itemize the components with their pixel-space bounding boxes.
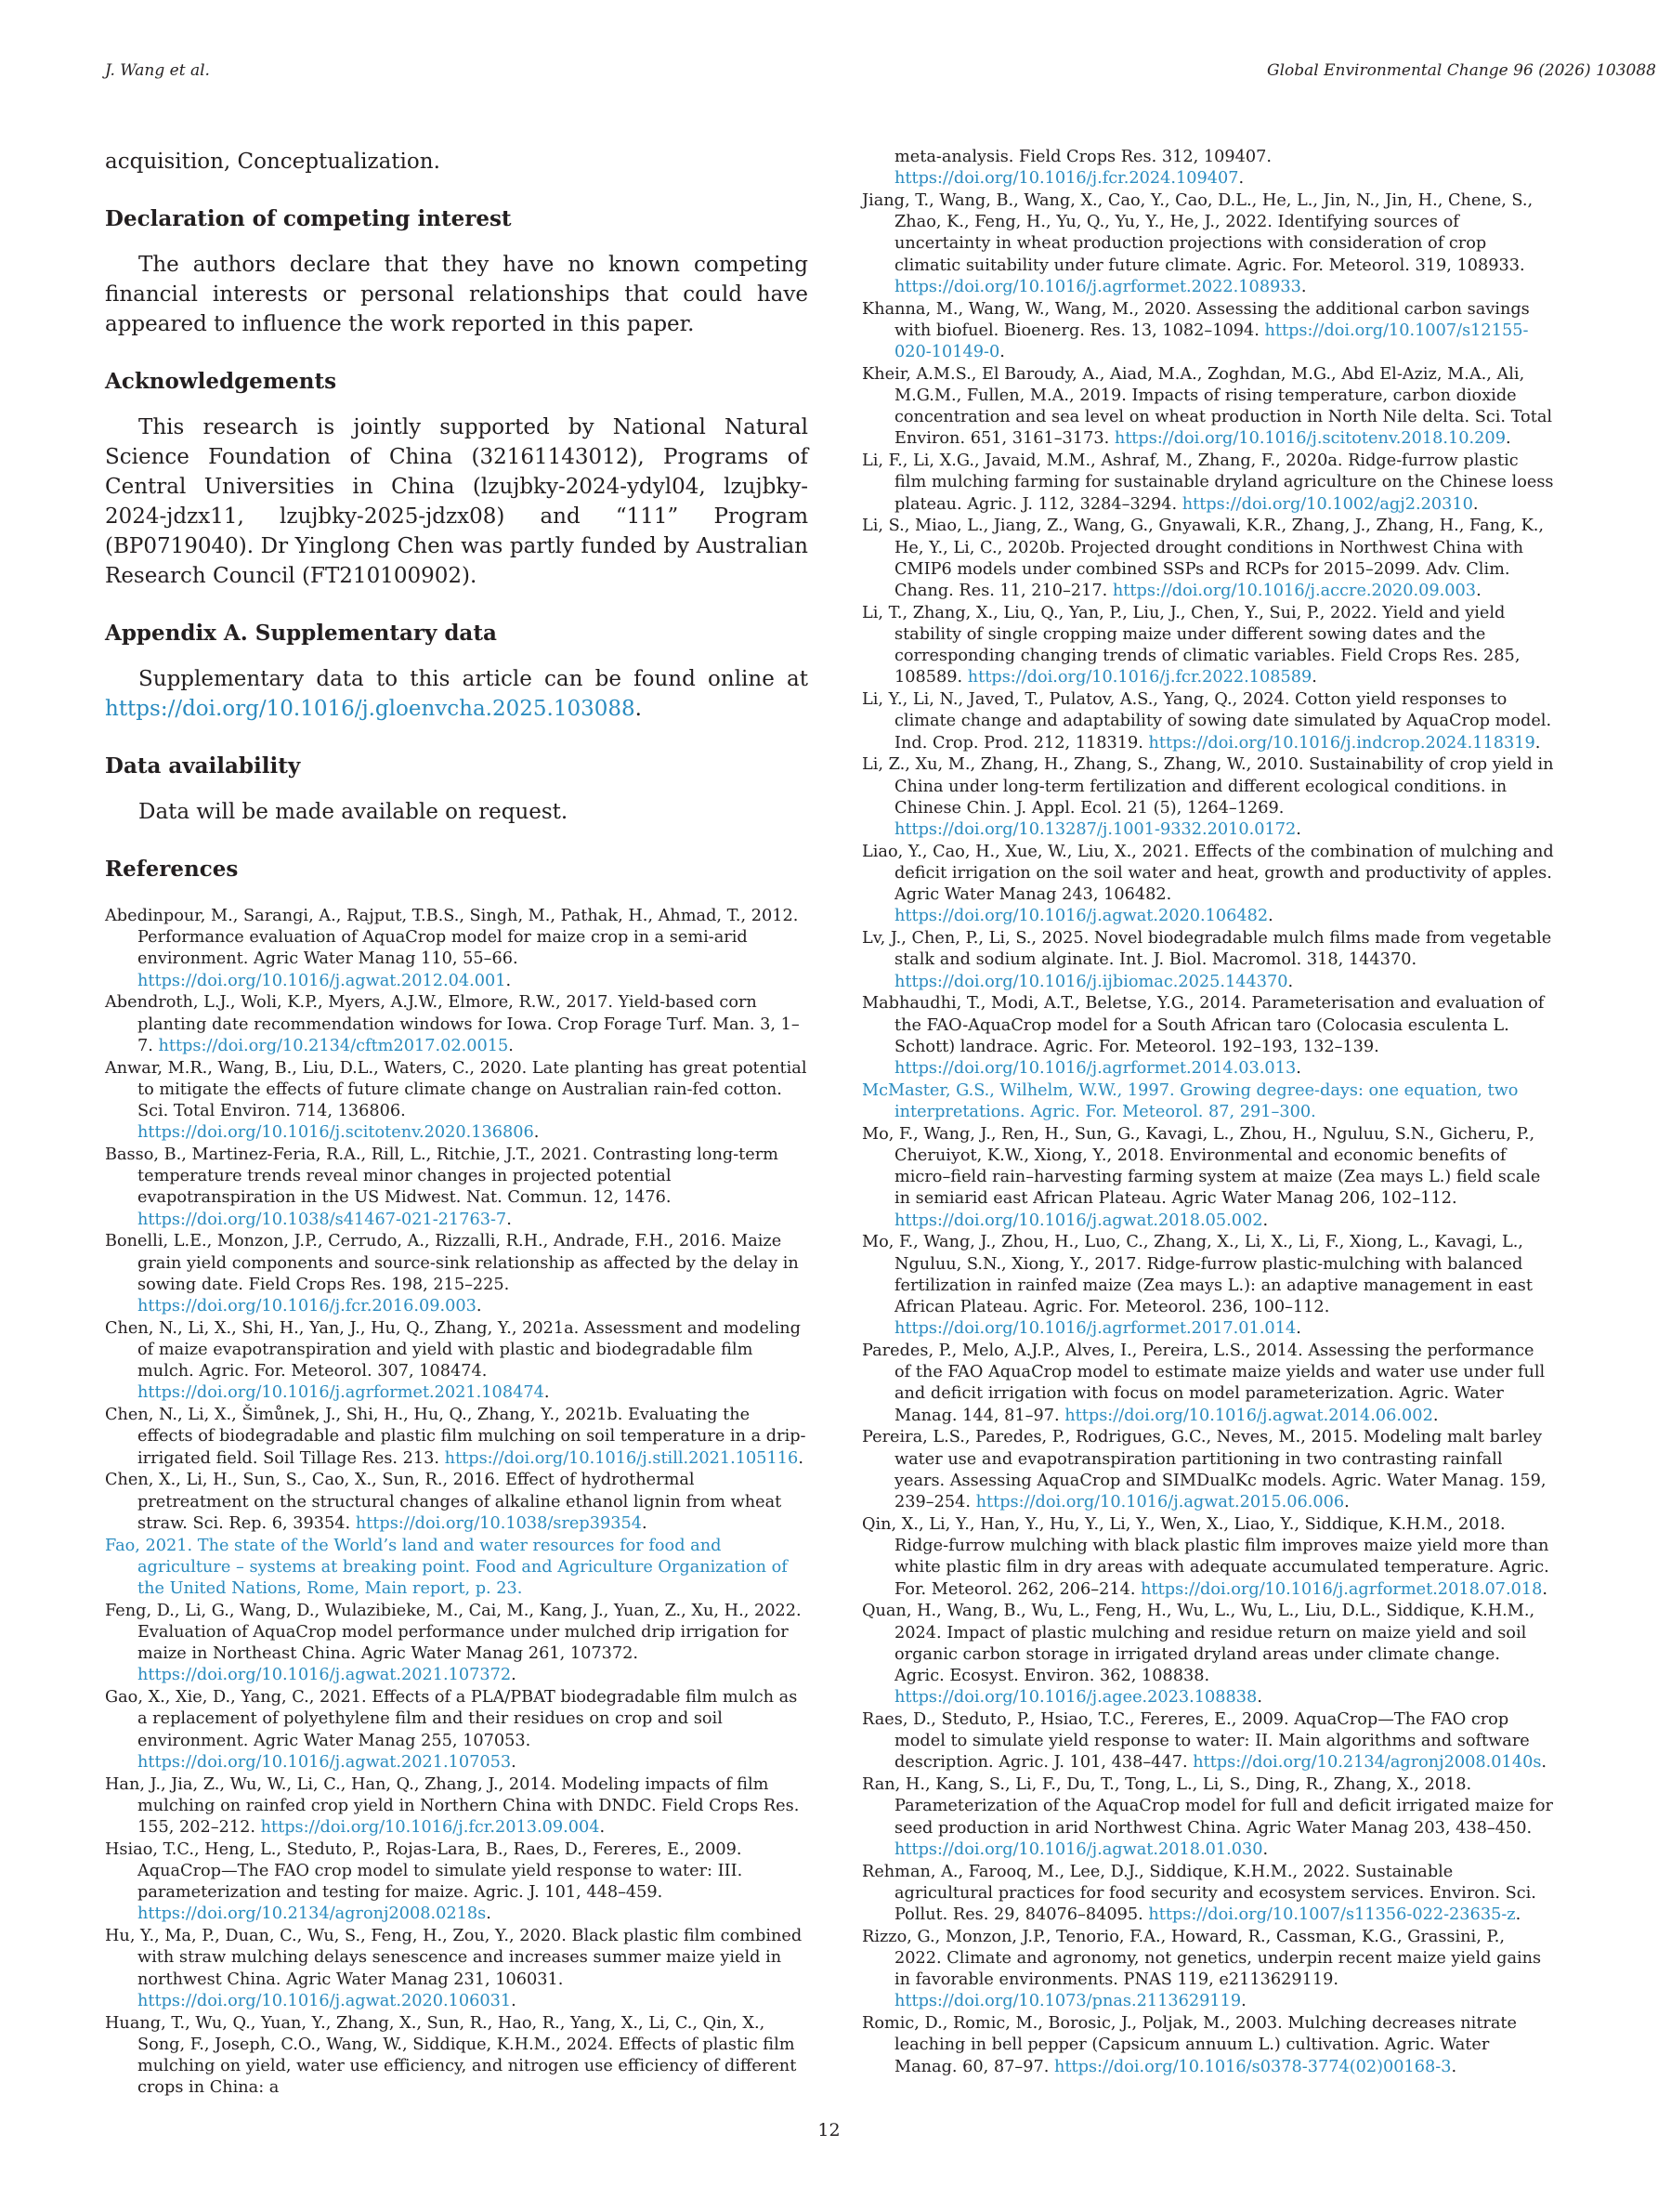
appendix-heading: Appendix A. Supplementary data <box>105 621 497 646</box>
reference-end: . <box>1476 582 1482 601</box>
reference-end: . <box>599 1818 606 1838</box>
reference-text: Jiang, T., Wang, B., Wang, X., Cao, Y., Cao, D.L., He, L., Jin, N., Jin, H., Chene, S., Zhao, K., Feng, H., Yu, Q., Yu, Y., He, J., 2022. Identifying sources of uncertainty in wheat production projections with consideration of crop climatic suitability under future climate. Agric. For. Meteorol. 319, 108933. <box>862 191 1534 275</box>
doi-link[interactable]: https://doi.org/10.1016/j.agwat.2014.06.002 <box>1064 1406 1433 1425</box>
doi-link[interactable]: https://doi.org/10.1016/j.agrformet.2022.108933 <box>894 277 1301 296</box>
reference-entry <box>105 1601 808 1687</box>
reference-text: Huang, T., Wu, Q., Yuan, Y., Zhang, X., Sun, R., Hao, R., Yang, X., Li, C., Qin, X., Song, F., Joseph, C.O., Wang, W., Siddique, K.H.M., 2024. Effects of plastic film mulching on yield, water use efficiency, and nitrogen use efficiency of different crops in China: a <box>105 2013 797 2098</box>
reference-text: Li, S., Miao, L., Jiang, Z., Wang, G., Gnyawali, K.R., Zhang, J., Zhang, H., Fang, K., He, Y., Li, C., 2020b. Projected drought conditions in Northwest China with CMIP6 models under combined SSPs and RCPs for 2015–2099. Adv. Clim. Chang. Res. 11, 210–217. <box>862 517 1545 601</box>
doi-link[interactable]: https://doi.org/10.1016/j.indcrop.2024.118319 <box>1148 733 1535 753</box>
reference-entry <box>862 1601 1554 1708</box>
reference-entry <box>105 1405 808 1470</box>
reference-entry <box>862 603 1554 689</box>
doi-link[interactable]: https://doi.org/10.1016/j.still.2021.105116 <box>444 1448 799 1468</box>
reference-text: Hsiao, T.C., Heng, L., Steduto, P., Rojas-Lara, B., Raes, D., Fereres, E., 2009. AquaCrop—The FAO crop model to simulate yield response to water: III. parameterization and testing for maize. Agric. J. 101, 448–459. <box>105 1839 743 1903</box>
reference-text: Liao, Y., Cao, H., Xue, W., Liu, X., 2021. Effects of the combination of mulching and deficit irrigation on the soil water and heat, growth and productivity of apples. Agric Water Manag 243, 106482. <box>862 842 1554 905</box>
reference-entry <box>105 992 808 1057</box>
doi-link[interactable]: https://doi.org/10.1016/j.fcr.2022.108589 <box>967 668 1312 687</box>
reference-end: . <box>505 971 512 990</box>
reference-end: . <box>1505 429 1511 449</box>
right-column <box>862 147 1554 2078</box>
reference-end: . <box>511 1666 516 1685</box>
reference-entry <box>862 754 1554 841</box>
competing-interest-heading: Declaration of competing interest <box>105 206 512 231</box>
reference-end: . <box>999 343 1005 362</box>
reference-end: . <box>1432 1406 1439 1425</box>
reference-end: . <box>1451 2057 1457 2076</box>
reference-end: . <box>1534 733 1541 753</box>
doi-link[interactable]: https://doi.org/10.1016/j.fcr.2024.109407 <box>894 169 1239 189</box>
reference-text: Rizzo, G., Monzon, J.P., Tenorio, F.A., Howard, R., Cassman, K.G., Grassini, P., 2022. Climate and agronomy, not genetics, underpin recent maize yield gains in favorable environments. PNAS 119, e2113629119. <box>862 1927 1542 1990</box>
doi-link[interactable]: https://doi.org/10.1016/j.agwat.2018.05.002 <box>894 1211 1263 1230</box>
reference-end: . <box>1262 1211 1269 1230</box>
reference-end: . <box>798 1448 803 1468</box>
reference-text: Khanna, M., Wang, W., Wang, M., 2020. Assessing the additional carbon savings with biofuel. Bioenerg. Res. 13, 1082–1094. <box>862 299 1530 340</box>
reference-text: Lv, J., Chen, P., Li, S., 2025. Novel biodegradable mulch films made from vegetable stalk and sodium alginate. Int. J. Biol. Macromol. 318, 144370. <box>862 929 1552 970</box>
reference-text: Kheir, A.M.S., El Baroudy, A., Aiad, M.A., Zoghdan, M.G., Abd El-Aziz, M.A., Ali, M.G.M., Fullen, M.A., 2019. Impacts of rising temperature, carbon dioxide concentration and sea level on wheat production in North Nile delta. Sci. Total Environ. 651, 3161–3173. <box>862 364 1553 449</box>
page-number: 12 <box>817 2120 841 2140</box>
doi-link[interactable]: https://doi.org/10.1016/j.ijbiomac.2025.144370 <box>894 972 1288 991</box>
reference-entry <box>105 1839 808 1926</box>
doi-link[interactable]: https://doi.org/10.1016/s0378-3774(02)00168-3 <box>1054 2057 1452 2076</box>
reference-end: . <box>476 1297 482 1316</box>
reference-entry <box>862 2013 1554 2078</box>
reference-text: Qin, X., Li, Y., Han, Y., Hu, Y., Li, Y., Wen, X., Liao, Y., Siddique, K.H.M., 2018. Ridge-furrow mulching with black plastic film improves maize yield more than white plastic film in dry areas with adequate accumulated temperature. Agric. For. Meteorol. 262, 206–214. <box>862 1514 1549 1599</box>
doi-link[interactable]: https://doi.org/10.1002/agj2.20310 <box>1181 494 1473 514</box>
reference-end: . <box>1238 169 1245 189</box>
reference-text: Hu, Y., Ma, P., Duan, C., Wu, S., Feng, H., Zou, Y., 2020. Black plastic film combined with straw mulching delays senescence and increases summer maize yield in northwest China. Agric Water Manag 231, 106031. <box>105 1927 803 1989</box>
reference-entry <box>105 1318 808 1405</box>
doi-link[interactable]: https://doi.org/10.1016/j.scitotenv.2020.136806 <box>137 1123 534 1143</box>
reference-entry <box>862 1709 1554 1774</box>
reference-entry <box>105 1470 808 1535</box>
reference-text: Paredes, P., Melo, A.J.P., Alves, I., Pereira, L.S., 2014. Assessing the performance of the FAO AquaCrop model to estimate maize yields and water use under full and deficit irrigation with focus on model parameterization. Agric. Water Manag. 144, 81–97. <box>862 1342 1546 1425</box>
reference-text: Anwar, M.R., Wang, B., Liu, D.L., Waters, C., 2020. Late planting has great potential to mitigate the effects of future climate change on Australian rain-fed cotton. Sci. Total Environ. 714, 136806. <box>105 1058 807 1121</box>
doi-link[interactable]: https://doi.org/10.1016/j.agrformet.2017.01.014 <box>894 1319 1297 1339</box>
doi-link[interactable]: https://doi.org/10.1016/j.agwat.2020.106482 <box>894 907 1269 926</box>
reference-text: Li, Z., Xu, M., Zhang, H., Zhang, S., Zhang, W., 2010. Sustainability of crop yield in China under long-term fertilization and different ecological conditions. in Chinese Chin. J. Appl. Ecol. 21 (5), 1264–1269. <box>862 755 1554 818</box>
reference-entry <box>862 190 1554 298</box>
reference-end: . <box>1296 1319 1301 1339</box>
reference-text: Chen, X., Li, H., Sun, S., Cao, X., Sun, R., 2016. Effect of hydrothermal pretreatment on the structural changes of alkaline ethanol lignin from wheat straw. Sci. Rep. 6, 39354. <box>105 1471 782 1533</box>
reference-entry <box>862 451 1554 516</box>
doi-link[interactable]: https://doi.org/10.1007/s12155-020-10149-0 <box>894 321 1529 362</box>
reference-entry <box>105 1058 808 1145</box>
doi-link[interactable]: https://doi.org/10.2134/agronj2008.0218s <box>137 1904 487 1924</box>
reference-entry <box>862 1927 1554 2013</box>
reference-text: Li, F., Li, X.G., Javaid, M.M., Ashraf, M., Zhang, F., 2020a. Ridge-furrow plastic film mulching farming for sustainable dryland agriculture on the Chinese loess plateau. Agric. J. 112, 3284–3294. <box>862 452 1554 514</box>
reference-entry <box>105 1231 808 1317</box>
doi-link[interactable]: https://doi.org/10.1016/j.agrformet.2014.03.013 <box>894 1059 1297 1079</box>
reference-end: . <box>506 1210 512 1229</box>
doi-link[interactable]: https://doi.org/10.1016/j.agwat.2012.04.001 <box>137 971 506 990</box>
doi-link[interactable]: https://doi.org/10.1016/j.agwat.2021.107053 <box>137 1752 512 1772</box>
reference-entry <box>105 1145 808 1231</box>
doi-link[interactable]: https://doi.org/10.1016/j.agee.2023.108838 <box>894 1688 1258 1708</box>
reference-end: . <box>1300 277 1307 296</box>
supplementary-data-link[interactable]: https://doi.org/10.1016/j.gloenvcha.2025.103088 <box>105 697 635 721</box>
reference-entry <box>105 1926 808 2012</box>
acknowledgements-text: This research is jointly supported by National Natural Science Foundation of China (32161143012), Programs of Central Universities in China (lzujbky-2024-ydyl04, lzujbky-2024-jdzx11, lzujbky-2025-jdzx08) and “111” Program (BP0719040). Dr Yinglong Chen was partly funded by Australian Research Council (FT210100902). <box>105 415 808 588</box>
running-header-journal: Global Environmental Change 96 (2026) 103088 <box>1266 61 1656 80</box>
reference-text: Mabhaudhi, T., Modi, A.T., Beletse, Y.G., 2014. Parameterisation and evaluation of the FAO-AquaCrop model for a South African taro (Colocasia esculenta L. Schott) landrace. Agric. For. Meteorol. 192–193, 132–139. <box>862 994 1545 1056</box>
reference-text: Bonelli, L.E., Monzon, J.P., Cerrudo, A., Rizzalli, R.H., Andrade, F.H., 2016. Maize grain yield components and source-sink relationship as affected by the delay in sowing date. Field Crops Res. 198, 215–225. <box>105 1232 799 1294</box>
reference-entry <box>862 1232 1554 1340</box>
reference-text: Han, J., Jia, Z., Wu, W., Li, C., Han, Q., Zhang, J., 2014. Modeling impacts of film mulching on rainfed crop yield in Northern China with DNDC. Field Crops Res. 155, 202–212. <box>105 1774 800 1838</box>
reference-entry <box>862 1341 1554 1427</box>
reference-end: . <box>1312 668 1317 687</box>
reference-end: . <box>486 1904 491 1924</box>
reference-text: Gao, X., Xie, D., Yang, C., 2021. Effects of a PLA/PBAT biodegradable film mulch as a replacement of polyethylene film and their residues on crop and soil environment. Agric Water Manag 255, 107053. <box>105 1688 798 1750</box>
reference-text: Basso, B., Martinez-Feria, R.A., Rill, L., Ritchie, J.T., 2021. Contrasting long-term temperature trends reveal minor changes in projected potential evapotranspiration in the US Midwest. Nat. Commun. 12, 1476. <box>105 1145 778 1208</box>
reference-end: . <box>1241 1992 1247 2011</box>
reference-text: Chen, N., Li, X., Shi, H., Yan, J., Hu, Q., Zhang, Y., 2021a. Assessment and modeling of maize evapotranspiration and yield with plastic and biodegradable film mulch. Agric. For. Meteorol. 307, 108474. <box>105 1318 801 1381</box>
credit-continuation: acquisition, Conceptualization. <box>105 150 440 174</box>
doi-link[interactable]: https://doi.org/10.1016/j.agrformet.2018.07.018 <box>1141 1579 1543 1599</box>
doi-link[interactable]: https://doi.org/10.1007/s11356-022-23635-z <box>1148 1904 1516 1924</box>
reference-text: Abedinpour, M., Sarangi, A., Rajput, T.B.S., Singh, M., Pathak, H., Ahmad, T., 2012. Performance evaluation of AquaCrop model for maize crop in a semi-arid environment. Agric Water Manag 110, 55–66. <box>105 907 799 969</box>
competing-interest-text: The authors declare that they have no known competing financial interests or personal relationships that could have appeared to influence the work reported in this paper. <box>105 253 808 336</box>
doi-link[interactable]: https://doi.org/10.1016/j.agwat.2015.06.006 <box>975 1493 1345 1512</box>
reference-end: . <box>1262 1839 1269 1859</box>
reference-entry <box>862 1124 1554 1232</box>
reference-entry <box>105 1687 808 1774</box>
reference-text: Raes, D., Steduto, P., Hsiao, T.C., Fereres, E., 2009. AquaCrop—The FAO crop model to simulate yield response to water: II. Main algorithms and software description. Agric. J. 101, 438–447. <box>862 1709 1530 1773</box>
doi-link[interactable]: https://doi.org/10.1016/j.agwat.2021.107372 <box>137 1666 512 1685</box>
reference-entry <box>862 842 1554 928</box>
reference-entry <box>862 364 1554 451</box>
reference-end: . <box>543 1383 550 1403</box>
reference-text: Ran, H., Kang, S., Li, F., Du, T., Tong, L., Li, S., Ding, R., Zhang, X., 2018. Parameterization of the AquaCrop model for full and deficit irrigated maize for seed production in arid Northwest China. Agric Water Manag 203, 438–450. <box>862 1775 1553 1838</box>
doi-link[interactable]: https://doi.org/10.1016/j.scitotenv.2018.10.209 <box>1114 429 1506 449</box>
reference-entry <box>862 299 1554 364</box>
reference-text: Li, Y., Li, N., Javed, T., Pulatov, A.S., Yang, Q., 2024. Cotton yield responses to climate change and adaptability of sowing date simulated by AquaCrop model. Ind. Crop. Prod. 212, 118319. <box>862 690 1552 753</box>
running-header-authors: J. Wang et al. <box>105 61 210 80</box>
reference-entry <box>862 1080 1554 1123</box>
doi-link[interactable]: https://doi.org/10.1016/j.agwat.2020.106031 <box>137 1991 512 2010</box>
reference-end: . <box>1287 972 1294 991</box>
reference-text: Mo, F., Wang, J., Ren, H., Sun, G., Kavagi, L., Zhou, H., Nguluu, S.N., Gicheru, P., Cheruiyot, K.W., Xiong, Y., 2018. Environmental and economic benefits of micro–field rain–harvesting farming system at maize (Zea mays L.) field scale in semiarid east African Plateau. Agric Water Manag 206, 102–112. <box>862 1124 1541 1209</box>
doi-link[interactable]: https://doi.org/10.2134/agronj2008.0140s <box>1193 1753 1542 1773</box>
reference-end: . <box>508 1036 514 1055</box>
reference-entry <box>105 1774 808 1839</box>
doi-link[interactable]: https://doi.org/10.1073/pnas.2113629119 <box>894 1992 1242 2011</box>
reference-entry <box>862 689 1554 754</box>
reference-end: . <box>1541 1753 1547 1773</box>
reference-citation-link[interactable]: Fao, 2021. The state of the World’s land and water resources for food and agriculture – systems at breaking point. Food and Agriculture Organization of the United Nations, Rome, Main report, p. 23. <box>105 1536 788 1599</box>
reference-text: Pereira, L.S., Paredes, P., Rodrigues, G.C., Neves, M., 2015. Modeling malt barley water use and evapotranspiration partitioning in two contrasting rainfall years. Assessing AquaCrop and SIMDualKc models. Agric. Water Manag. 159, 239–254. <box>862 1428 1547 1512</box>
reference-end: . <box>1296 1059 1301 1079</box>
reference-entry <box>862 993 1554 1080</box>
doi-link[interactable]: https://doi.org/10.1016/j.fcr.2016.09.003 <box>137 1297 477 1316</box>
data-availability-heading: Data availability <box>105 753 301 779</box>
reference-entry <box>862 928 1554 993</box>
reference-entry <box>862 147 1554 190</box>
reference-end: . <box>511 1752 516 1772</box>
reference-end: . <box>533 1123 540 1143</box>
reference-end: . <box>641 1513 647 1533</box>
reference-end: . <box>1268 907 1273 926</box>
doi-link[interactable]: https://doi.org/10.1016/j.agrformet.2021.108474 <box>137 1383 544 1403</box>
doi-link[interactable]: https://doi.org/10.1038/srep39354 <box>355 1513 642 1533</box>
doi-link[interactable]: https://doi.org/10.1016/j.fcr.2013.09.004 <box>260 1818 600 1838</box>
reference-text: Romic, D., Romic, M., Borosic, J., Poljak, M., 2003. Mulching decreases nitrate leaching in bell pepper (Capsicum annuum L.) cultivation. Agric. Water Manag. 60, 87–97. <box>862 2014 1518 2076</box>
reference-entry <box>105 906 808 992</box>
doi-link[interactable]: https://doi.org/10.2134/cftm2017.02.0015 <box>158 1036 509 1055</box>
reference-text: Li, T., Zhang, X., Liu, Q., Yan, P., Liu, J., Chen, Y., Sui, P., 2022. Yield and yield stability of single cropping maize under different sowing dates and the corresponding changing trends of climatic variables. Field Crops Res. 285, 108589. <box>862 603 1521 687</box>
acknowledgements-heading: Acknowledgements <box>105 369 337 394</box>
reference-text: meta-analysis. Field Crops Res. 312, 109407. <box>894 148 1272 166</box>
reference-entry <box>862 1774 1554 1861</box>
reference-list-right <box>862 147 1554 2078</box>
reference-text: Abendroth, L.J., Woli, K.P., Myers, A.J.W., Elmore, R.W., 2017. Yield-based corn planting date recommendation windows for Iowa. Crop Forage Turf. Man. 3, 1–7. <box>105 993 800 1055</box>
appendix-text: Supplementary data to this article can be found online at https://doi.org/10.1016/j.gloenvcha.2025.103088. <box>105 667 808 721</box>
reference-citation-link[interactable]: McMaster, G.S., Wilhelm, W.W., 1997. Growing degree-days: one equation, two interpretations. Agric. For. Meteorol. 87, 291–300. <box>862 1080 1519 1122</box>
reference-text: Chen, N., Li, X., Šimůnek, J., Shi, H., Hu, Q., Zhang, Y., 2021b. Evaluating the effects of biodegradable and plastic film mulching on soil temperature in a drip-irrigated field. Soil Tillage Res. 213. <box>105 1406 806 1468</box>
reference-end: . <box>1344 1493 1350 1512</box>
left-column <box>105 147 808 2100</box>
doi-link[interactable]: https://doi.org/10.1038/s41467-021-21763-7 <box>137 1210 507 1229</box>
reference-text: Mo, F., Wang, J., Zhou, H., Luo, C., Zhang, X., Li, X., Li, F., Xiong, L., Kavagi, L., Nguluu, S.N., Xiong, Y., 2017. Ridge-furrow plastic-mulching with balanced fertilization in rainfed maize (Zea mays L.): an adaptive management in east African Plateau. Agric. For. Meteorol. 236, 100–112. <box>862 1233 1533 1317</box>
doi-link[interactable]: https://doi.org/10.1016/j.agwat.2018.01.030 <box>894 1839 1263 1859</box>
reference-end: . <box>511 1991 516 2010</box>
reference-end: . <box>1257 1688 1262 1708</box>
reference-entry <box>862 1427 1554 1513</box>
reference-end: . <box>1542 1579 1547 1599</box>
reference-text: Feng, D., Li, G., Wang, D., Wulazibieke, M., Cai, M., Kang, J., Yuan, Z., Xu, H., 2022. Evaluation of AquaCrop model performance under mulched drip irrigation for maize in Northeast China. Agric Water Manag 261, 107372. <box>105 1601 802 1664</box>
reference-entry <box>862 1862 1554 1927</box>
reference-end: . <box>1472 494 1479 514</box>
reference-entry <box>862 516 1554 602</box>
reference-text: Rehman, A., Farooq, M., Lee, D.J., Siddique, K.H.M., 2022. Sustainable agricultural practices for food security and ecosystem services. Environ. Sci. Pollut. Res. 29, 84076–84095. <box>862 1862 1536 1924</box>
data-availability-text: Data will be made available on request. <box>138 800 568 824</box>
reference-entry <box>862 1514 1554 1601</box>
reference-list-left <box>105 906 808 2099</box>
reference-end: . <box>1296 820 1301 840</box>
reference-entry <box>105 2013 808 2100</box>
reference-end: . <box>1515 1904 1521 1924</box>
reference-text: Quan, H., Wang, B., Wu, L., Feng, H., Wu, L., Wu, L., Liu, D.L., Siddique, K.H.M., 2024. Impact of plastic mulching and residue return on maize yield and soil organic carbon storage in irrigated dryland areas under climate change. Agric. Ecosyst. Environ. 362, 108838. <box>862 1602 1535 1685</box>
reference-entry <box>105 1536 808 1601</box>
doi-link[interactable]: https://doi.org/10.1016/j.accre.2020.09.003 <box>1112 582 1477 601</box>
references-heading: References <box>105 857 239 882</box>
doi-link[interactable]: https://doi.org/10.13287/j.1001-9332.2010.0172 <box>894 820 1297 840</box>
